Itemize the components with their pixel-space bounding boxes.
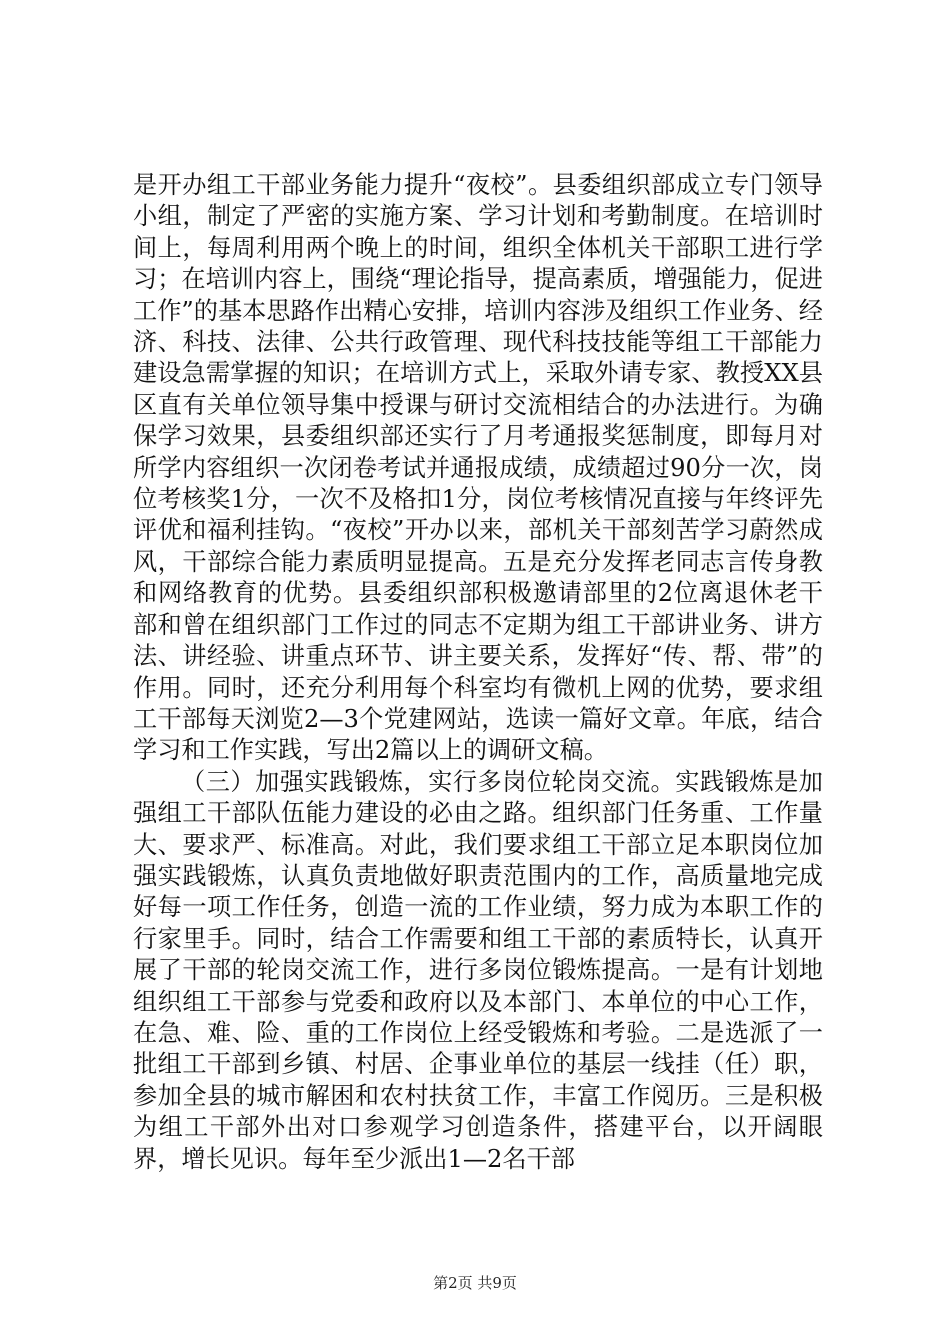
paragraph-continuation: 是开办组工干部业务能力提升“夜校”。县委组织部成立专门领导小组，制定了严密的实施方案、学习计划和考勤制度。在培训时间上，每周利用两个晚上的时间，组织全体机关干部职工进行学习；在培训内容上，围绕“理论指导，提高素质，增强能力，促进工作”的基本思路作出精心安排，培训内容涉及组织工作业务、经济、科技、法律、公共行政管理、现代科技技能等组工干部能力建设急需掌握的知识；在培训方式上，采取外请专家、教授XX县区直有关单位领导集中授课与研讨交流相结合的办法进行。为确保学习效果，县委组织部还实行了月考通报奖惩制度，即每月对所学内容组织一次闭卷考试并通报成绩，成绩超过90分一次，岗位考核奖1分，一次不及格扣1分，岗位考核情况直接与年终评先评优和福利挂钩。“夜校”开办以来，部机关干部刻苦学习蔚然成风，干部综合能力素质明显提高。五是充分发挥老同志言传身教和网络教育的优势。县委组织部积极邀请部里的2位离退休老干部和曾在组织部门工作过的同志不定期为组工干部讲业务、讲方法、讲经验、讲重点环节、讲主要关系，发挥好“传、帮、带”的作用。同时，还充分利用每个科室均有微机上网的优势，要求组工干部每天浏览2—3个党建网站，选读一篇好文章。年底，结合学习和工作实践，写出2篇以上的调研文稿。 [133, 171, 823, 765]
paragraph-section-three: （三）加强实践锻炼，实行多岗位轮岗交流。实践锻炼是加强组工干部队伍能力建设的必由之路。组织部门任务重、工作量大、要求严、标准高。对此，我们要求组工干部立足本职岗位加强实践锻炼，认真负责地做好职责范围内的工作，高质量地完成好每一项工作任务，创造一流的工作业绩，努力成为本职工作的行家里手。同时，结合工作需要和组工干部的素质特长，认真开展了干部的轮岗交流工作，进行多岗位锻炼提高。一是有计划地组织组工干部参与党委和政府以及本部门、本单位的中心工作，在急、难、险、重的工作岗位上经受锻炼和考验。二是选派了一批组工干部到乡镇、村居、企事业单位的基层一线挂（任）职，参加全县的城市解困和农村扶贫工作，丰富工作阅历。三是积极为组工干部外出对口参观学习创造条件，搭建平台，以开阔眼界，增长见识。每年至少派出1—2名干部 [133, 767, 823, 1173]
body-text [133, 170, 823, 1175]
page-footer: 第2页 共9页 [433, 1274, 517, 1292]
